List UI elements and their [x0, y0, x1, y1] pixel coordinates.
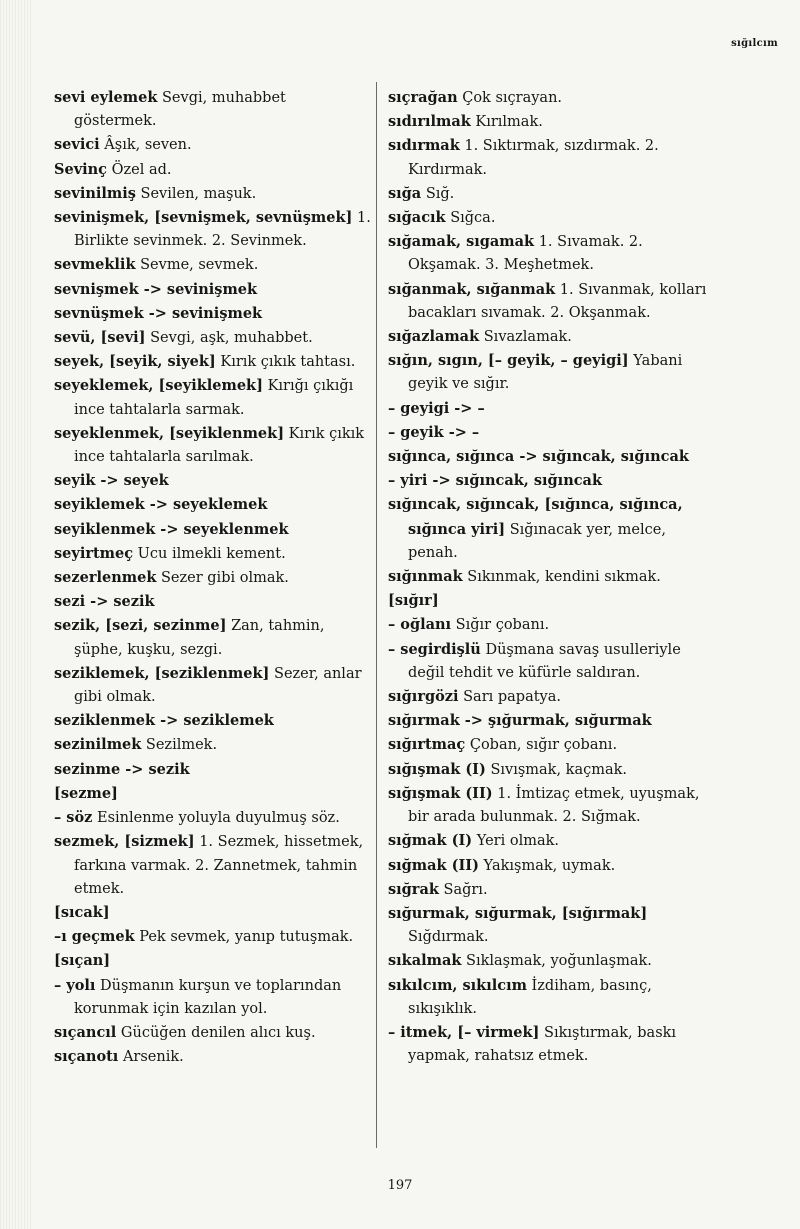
entry-definition: Sığınacak yer, melce, penah. — [408, 521, 666, 561]
dictionary-entry — [54, 758, 372, 782]
dictionary-entry — [54, 326, 372, 350]
entry-definition: 1. Birlikte sevinmek. 2. Sevinmek. — [74, 210, 371, 250]
column-divider — [376, 82, 377, 1148]
dictionary-entry — [388, 110, 718, 134]
dictionary-entry — [54, 662, 372, 709]
entry-headword: sığa — [388, 184, 422, 202]
dictionary-entry — [388, 349, 718, 396]
dictionary-entry — [388, 613, 718, 637]
entry-headword: sevici — [54, 136, 100, 154]
entry-definition: Sığır çobanı. — [455, 617, 550, 634]
entry-definition: Sığdırmak. — [408, 929, 489, 946]
entry-definition: Sıkınmak, kendini sıkmak. — [467, 569, 661, 586]
dictionary-entry — [54, 350, 372, 374]
scan-edge-noise — [0, 0, 32, 1229]
entry-headword: seyiklemek -> seyeklemek — [54, 496, 268, 514]
dictionary-entry — [54, 1045, 372, 1069]
dictionary-entry — [54, 86, 372, 133]
dictionary-entry — [388, 182, 718, 206]
entry-headword: sığazlamak — [388, 328, 480, 346]
entry-definition: Gücüğen denilen alıcı kuş. — [120, 1024, 316, 1041]
running-head: sığılcım — [731, 38, 778, 49]
entry-headword: seziklenmek -> seziklemek — [54, 712, 274, 730]
left-column — [54, 86, 372, 1069]
entry-definition: Sezer gibi olmak. — [161, 570, 289, 587]
entry-headword: seziklemek, [seziklenmek] — [54, 664, 270, 682]
entry-headword: [sıçan] — [54, 952, 111, 970]
dictionary-entry — [54, 542, 372, 566]
entry-definition: Arsenik. — [122, 1049, 184, 1066]
dictionary-entry — [388, 134, 718, 181]
dictionary-entry — [388, 709, 718, 733]
dictionary-entry — [388, 829, 718, 853]
entry-definition: 1. Sıvamak. 2. Okşamak. 3. Meşhetmek. — [408, 234, 643, 274]
dictionary-entry — [54, 806, 372, 830]
entry-headword: sığırtmaç — [388, 736, 466, 754]
entry-headword: [sıcak] — [54, 903, 110, 921]
entry-definition: Kırık çıkık tahtası. — [220, 354, 356, 371]
dictionary-entry — [54, 925, 372, 949]
right-column — [388, 86, 718, 1068]
entry-headword: sezik, [sezi, sezinme] — [54, 617, 227, 635]
dictionary-entry — [54, 374, 372, 421]
entry-definition: Çoban, sığır çobanı. — [469, 737, 618, 754]
entry-headword: – segirdişlü — [388, 640, 481, 658]
dictionary-entry — [388, 1021, 718, 1068]
dictionary-entry — [54, 206, 372, 253]
entry-definition: Sığ. — [425, 185, 455, 202]
entry-definition: Yakışmak, uymak. — [483, 857, 616, 874]
dictionary-entry — [388, 493, 718, 565]
entry-headword: sevnüşmek -> sevinişmek — [54, 304, 263, 322]
entry-headword: sığamak, sıgamak — [388, 233, 535, 251]
entry-headword: sevinişmek, [sevnişmek, sevnüşmek] — [54, 209, 353, 227]
entry-headword: seyeklenmek, [seyiklenmek] — [54, 424, 285, 442]
entry-headword: seyirtmeç — [54, 544, 134, 562]
entry-definition: Zan, tahmin, şüphe, kuşku, sezgi. — [74, 618, 325, 658]
entry-headword: sığurmak, sığurmak, [sığırmak] — [388, 904, 648, 922]
entry-headword: sıkılcım, sıkılcım — [388, 976, 527, 994]
entry-headword: sığrak — [388, 880, 439, 898]
entry-headword: sığışmak (II) — [388, 784, 493, 802]
entry-definition: Düşmanın kurşun ve toplarından korunmak için kazılan yol. — [74, 977, 342, 1017]
entry-headword: sığacık — [388, 209, 446, 227]
entry-headword: sıçancıl — [54, 1023, 117, 1041]
dictionary-entry — [388, 206, 718, 230]
entry-definition: Düşmana savaş usulleriyle değil tehdit ve küfürle saldıran. — [408, 641, 681, 681]
entry-headword: sıdırılmak — [388, 113, 471, 131]
dictionary-entry — [388, 854, 718, 878]
dictionary-entry — [388, 230, 718, 277]
entry-headword: sıçrağan — [388, 89, 458, 106]
dictionary-entry — [54, 733, 372, 757]
entry-headword: sığıncak, sığıncak, [sığınca, sığınca, sığınca yiri] — [388, 496, 683, 538]
dictionary-entry — [54, 949, 372, 973]
entry-headword: – oğlanı — [388, 616, 452, 634]
entry-headword: – söz — [54, 809, 93, 827]
entry-headword: [sığır] — [388, 592, 439, 610]
entry-headword: Sevinç — [54, 160, 108, 178]
entry-headword: sığırgözi — [388, 688, 459, 706]
dictionary-entry — [388, 421, 718, 445]
dictionary-entry — [54, 782, 372, 806]
entry-definition: Sıkıştırmak, baskı yapmak, rahatsız etmek. — [408, 1024, 677, 1065]
dictionary-entry — [54, 566, 372, 590]
dictionary-entry — [54, 518, 372, 542]
entry-definition: Sevme, sevmek. — [140, 257, 259, 274]
entry-headword: sevnişmek -> sevinişmek — [54, 280, 258, 298]
entry-headword: sığın, sıgın, [– geyik, – geyigi] — [388, 352, 629, 370]
page-number: 197 — [387, 1178, 413, 1193]
entry-definition: Sığca. — [450, 210, 496, 227]
entry-headword: sığışmak (I) — [388, 760, 486, 778]
dictionary-entry — [54, 830, 372, 901]
entry-headword: sevü, [sevi] — [54, 329, 146, 347]
entry-headword: sıçanotı — [54, 1048, 119, 1066]
dictionary-entry — [54, 302, 372, 326]
entry-definition: Sıvazlamak. — [483, 329, 572, 346]
entry-headword: sezi -> sezik — [54, 593, 155, 611]
entry-headword: sığmak (I) — [388, 832, 473, 850]
entry-headword: sezinilmek — [54, 736, 142, 754]
dictionary-entry — [54, 493, 372, 517]
dictionary-entry — [54, 709, 372, 733]
entry-headword: – yiri -> sığıncak, sığıncak — [388, 472, 603, 490]
entry-definition: Özel ad. — [111, 161, 172, 178]
entry-definition: Esinlenme yoluyla duyulmuş söz. — [96, 810, 340, 827]
dictionary-entry — [54, 1021, 372, 1045]
dictionary-entry — [388, 949, 718, 973]
dictionary-entry — [388, 278, 718, 325]
entry-definition: 1. Sıvanmak, kolları bacakları sıvamak. 2. Okşanmak. — [408, 281, 707, 321]
entry-headword: sığınca, sığınca -> sığıncak, sığıncak — [388, 448, 689, 466]
entry-definition: Kırığı çıkığı ince tahtalarla sarmak. — [74, 378, 354, 418]
dictionary-entry — [388, 325, 718, 349]
dictionary-entry — [54, 182, 372, 206]
entry-headword: sığanmak, sığanmak — [388, 280, 556, 298]
entry-headword: sıdırmak — [388, 137, 460, 155]
entry-definition: Pek sevmek, yanıp tutuşmak. — [139, 929, 354, 946]
dictionary-entry — [388, 86, 718, 110]
entry-headword: sezmek, [sizmek] — [54, 833, 195, 851]
dictionary-entry — [54, 974, 372, 1021]
entry-headword: seyeklemek, [seyiklemek] — [54, 377, 263, 395]
entry-headword: – yolı — [54, 976, 96, 994]
entry-headword: sezinme -> sezik — [54, 760, 190, 778]
dictionary-entry — [388, 685, 718, 709]
dictionary-entry — [388, 974, 718, 1021]
dictionary-entry — [388, 469, 718, 493]
entry-definition: Sağrı. — [443, 881, 488, 898]
dictionary-entry — [54, 133, 372, 157]
entry-definition: Yabani geyik ve sığır. — [408, 353, 683, 393]
entry-definition: Sıvışmak, kaçmak. — [490, 761, 628, 778]
dictionary-entry — [54, 469, 372, 493]
entry-definition: Sevgi, aşk, muhabbet. — [150, 330, 313, 347]
entry-definition: Sıklaşmak, yoğunlaşmak. — [466, 953, 652, 970]
entry-definition: Sezilmek. — [145, 737, 218, 754]
dictionary-entry — [388, 902, 718, 949]
entry-headword: sevmeklik — [54, 256, 136, 274]
dictionary-entry — [54, 614, 372, 661]
entry-definition: Çok sıçrayan. — [462, 90, 563, 106]
dictionary-entry — [388, 638, 718, 685]
entry-definition: İzdiham, basınç, sıkışıklık. — [408, 977, 652, 1017]
entry-headword: seyik -> seyek — [54, 472, 169, 490]
dictionary-entry — [54, 158, 372, 182]
entry-headword: – geyigi -> – — [388, 399, 485, 417]
entry-headword: seyek, [seyik, siyek] — [54, 353, 216, 371]
entry-definition: Sevilen, maşuk. — [140, 185, 257, 202]
dictionary-entry — [54, 278, 372, 302]
entry-headword: –ı geçmek — [54, 928, 135, 946]
entry-definition: Sarı papatya. — [463, 689, 562, 706]
dictionary-entry — [388, 782, 718, 829]
entry-headword: sığınmak — [388, 568, 463, 586]
entry-headword: sığırmak -> şığurmak, sığurmak — [388, 712, 652, 730]
entry-definition: Yeri olmak. — [476, 833, 559, 850]
entry-definition: Âşık, seven. — [104, 137, 192, 154]
entry-definition: 1. Sezmek, hissetmek, farkına varmak. 2. Zannetmek, tahmin etmek. — [74, 834, 364, 897]
entry-headword: seyiklenmek -> seyeklenmek — [54, 520, 289, 538]
entry-headword: sıkalmak — [388, 952, 462, 970]
entry-headword: sezerlenmek — [54, 569, 157, 587]
entry-definition: Kırılmak. — [475, 114, 543, 131]
entry-headword: sevinilmiş — [54, 184, 136, 202]
entry-headword: – itmek, [– virmek] — [388, 1023, 540, 1041]
dictionary-entry — [388, 397, 718, 421]
entry-definition: Sevgi, muhabbet göstermek. — [74, 90, 286, 130]
dictionary-entry — [54, 901, 372, 925]
dictionary-entry — [388, 445, 718, 469]
entry-definition: 1. İmtizaç etmek, uyuşmak, bir arada bulunmak. 2. Sığmak. — [408, 785, 700, 826]
dictionary-entry — [388, 589, 718, 613]
entry-definition: 1. Sıktırmak, sızdırmak. 2. Kırdırmak. — [408, 138, 659, 178]
dictionary-entry — [54, 422, 372, 469]
entry-headword: [sezme] — [54, 784, 118, 802]
entry-definition: Sezer, anlar gibi olmak. — [74, 665, 362, 706]
entry-definition: Kırık çıkık ince tahtalarla sarılmak. — [74, 425, 365, 466]
dictionary-entry — [388, 878, 718, 902]
dictionary-entry — [388, 565, 718, 589]
entry-definition: Ucu ilmekli kement. — [137, 545, 286, 562]
dictionary-entry — [54, 590, 372, 614]
dictionary-entry — [54, 253, 372, 277]
entry-headword: sığmak (II) — [388, 856, 479, 874]
entry-headword: sevi eylemek — [54, 89, 158, 106]
dictionary-entry — [388, 733, 718, 757]
entry-headword: – geyik -> – — [388, 423, 480, 441]
dictionary-entry — [388, 758, 718, 782]
